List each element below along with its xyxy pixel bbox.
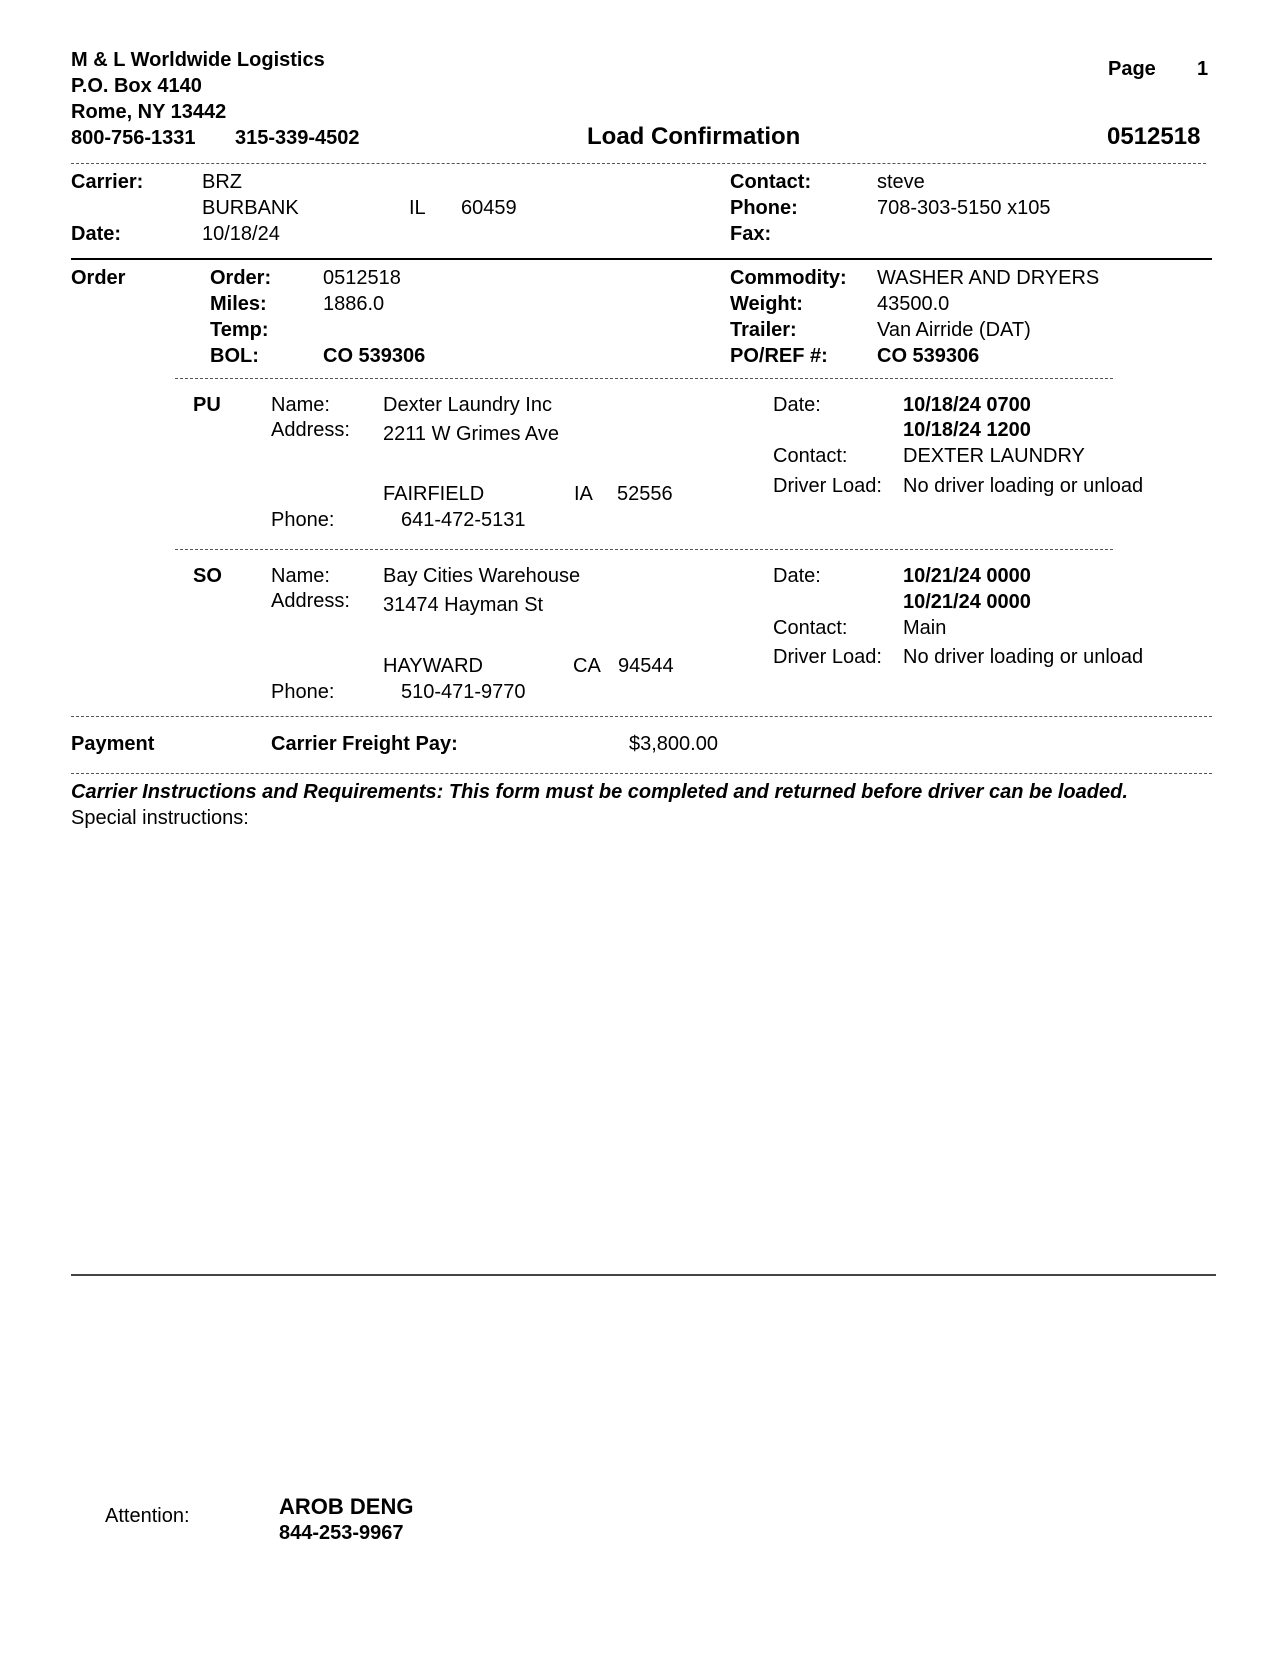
miles-label: Miles: (210, 293, 267, 315)
attention-phone: 844-253-9967 (279, 1522, 404, 1544)
company-phone-2: 315-339-4502 (235, 127, 360, 149)
poref-value: CO 539306 (877, 345, 980, 367)
company-address-2: Rome, NY 13442 (71, 101, 227, 123)
miles-value: 1886.0 (323, 293, 385, 315)
carrier-freight-pay-label: Carrier Freight Pay: (271, 733, 458, 755)
stop-phone-label: Phone: (271, 681, 335, 703)
carrier-state: IL (409, 197, 426, 219)
stop-contact-label: Contact: (773, 617, 848, 639)
carrier-name: BRZ (202, 171, 242, 193)
stop-city: HAYWARD (383, 655, 483, 677)
trailer-value: Van Airride (DAT) (877, 319, 1031, 341)
stop-contact: Main (903, 617, 947, 639)
carrier-city: BURBANK (202, 197, 299, 219)
fax-label: Fax: (730, 223, 772, 245)
order-label: Order: (210, 267, 272, 289)
attention-name: AROB DENG (279, 1494, 414, 1519)
bol-label: BOL: (210, 345, 259, 367)
signature-line (71, 1274, 1216, 1276)
contact-label: Contact: (730, 171, 812, 193)
divider (71, 716, 1212, 717)
stop-date-2: 10/21/24 0000 (903, 591, 1031, 613)
divider (71, 163, 1206, 164)
stop-date-label: Date: (773, 394, 821, 416)
stop-date-1: 10/21/24 0000 (903, 565, 1031, 587)
poref-label: PO/REF #: (730, 345, 828, 367)
carrier-label: Carrier: (71, 171, 144, 193)
stop-phone: 510-471-9770 (401, 681, 526, 703)
weight-value: 43500.0 (877, 293, 950, 315)
stop-phone-label: Phone: (271, 509, 335, 531)
company-address-1: P.O. Box 4140 (71, 75, 202, 97)
divider (175, 378, 1113, 379)
order-value: 0512518 (323, 267, 401, 289)
stop-driver-load-label: Driver Load: (773, 475, 882, 497)
stop-driver-load: No driver loading or unload (903, 646, 1144, 668)
phone-label: Phone: (730, 197, 798, 219)
page-number: 1 (1197, 58, 1209, 80)
stop-address: 31474 Hayman St (383, 594, 544, 616)
stop-state: CA (573, 655, 601, 677)
commodity-value: WASHER AND DRYERS (877, 267, 1100, 289)
stop-name: Dexter Laundry Inc (383, 394, 552, 416)
document-title: Load Confirmation (587, 123, 801, 150)
stop-name-label: Name: (271, 394, 330, 416)
stop-zip: 94544 (618, 655, 674, 677)
stop-date-2: 10/18/24 1200 (903, 419, 1031, 441)
phone-value: 708-303-5150 x105 (877, 197, 1051, 219)
company-name: M & L Worldwide Logistics (71, 49, 325, 71)
special-instructions-label: Special instructions: (71, 807, 249, 829)
trailer-label: Trailer: (730, 319, 797, 341)
stop-contact: DEXTER LAUNDRY (903, 445, 1085, 467)
payment-section-label: Payment (71, 733, 155, 755)
stop-state: IA (574, 483, 593, 505)
divider (71, 773, 1212, 774)
temp-label: Temp: (210, 319, 269, 341)
stop-address-label: Address: (271, 419, 350, 441)
stop-address-label: Address: (271, 590, 350, 612)
stop-address: 2211 W Grimes Ave (383, 423, 559, 445)
stop-city: FAIRFIELD (383, 483, 485, 505)
stop-name: Bay Cities Warehouse (383, 565, 581, 587)
contact-value: steve (877, 171, 925, 193)
instructions-heading: Carrier Instructions and Requirements: This form must be completed and returned before driver can be loaded. (71, 781, 1128, 803)
carrier-zip: 60459 (461, 197, 517, 219)
commodity-label: Commodity: (730, 267, 847, 289)
stop-driver-load: No driver loading or unload (903, 475, 1144, 497)
order-section-label: Order (71, 267, 126, 289)
stop-date-label: Date: (773, 565, 821, 587)
bol-value: CO 539306 (323, 345, 426, 367)
stop-name-label: Name: (271, 565, 330, 587)
company-phone-1: 800-756-1331 (71, 127, 196, 149)
carrier-date: 10/18/24 (202, 223, 280, 245)
divider (175, 549, 1113, 550)
stop-date-1: 10/18/24 0700 (903, 394, 1031, 416)
stop-phone: 641-472-5131 (401, 509, 526, 531)
stop-type-pu: PU (193, 394, 221, 416)
stop-zip: 52556 (617, 483, 673, 505)
weight-label: Weight: (730, 293, 803, 315)
stop-driver-load-label: Driver Load: (773, 646, 882, 668)
document-number: 0512518 (1107, 123, 1201, 150)
stop-type-so: SO (193, 565, 222, 587)
carrier-date-label: Date: (71, 223, 122, 245)
divider (71, 258, 1212, 260)
page-label: Page (1108, 58, 1156, 80)
carrier-freight-pay-amount: $3,800.00 (629, 733, 718, 755)
stop-contact-label: Contact: (773, 445, 848, 467)
attention-label: Attention: (105, 1505, 190, 1527)
